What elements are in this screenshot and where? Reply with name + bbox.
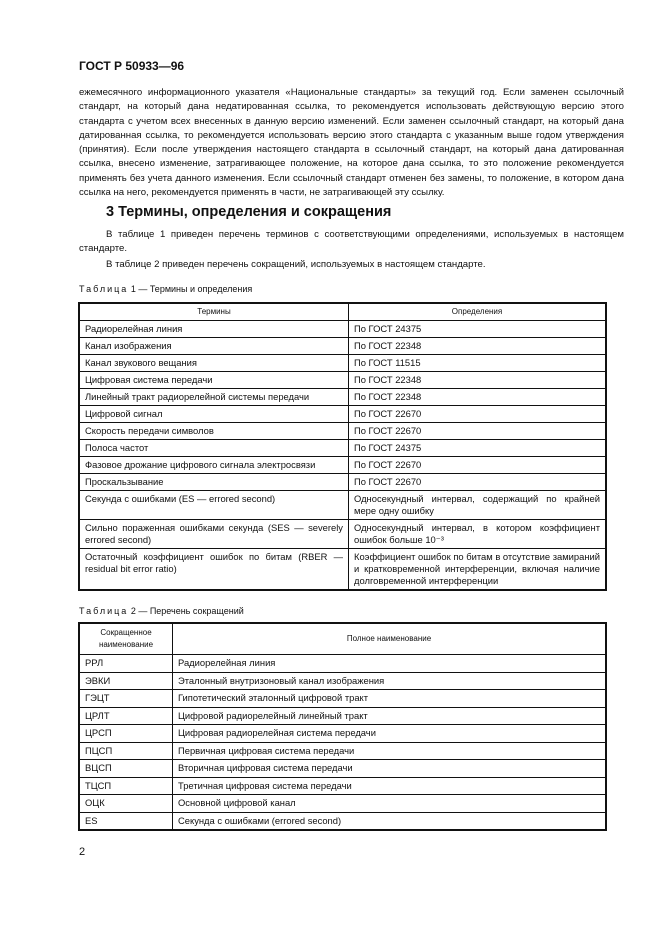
term-cell: ЭВКИ: [79, 672, 173, 690]
definition-cell: По ГОСТ 22348: [349, 372, 607, 389]
term-cell: Проскальзывание: [79, 474, 349, 491]
table-row: [79, 491, 606, 520]
term-cell: Цифровой сигнал: [79, 406, 349, 423]
section-paragraph-2: В таблице 2 приведен перечень сокращений, используемых в настоящем стандарте.: [106, 259, 486, 270]
term-cell: Секунда с ошибками (ES — errored second): [79, 491, 349, 520]
term-cell: ОЦК: [79, 795, 173, 813]
table-row: [79, 707, 606, 725]
definition-cell: По ГОСТ 11515: [349, 355, 607, 372]
definition-cell: По ГОСТ 24375: [349, 440, 607, 457]
definition-cell: По ГОСТ 22348: [349, 338, 607, 355]
table-row: [79, 655, 606, 673]
section-paragraph-1: В таблице 1 приведен перечень терминов с соответствующими определениями, используемых в настоящем стандарте.: [79, 229, 624, 255]
term-cell: ГЭЦТ: [79, 690, 173, 708]
table-row: [79, 338, 606, 355]
term-cell: ПЦСП: [79, 742, 173, 760]
term-cell: Радиорелейная линия: [79, 321, 349, 338]
term-cell: РРЛ: [79, 655, 173, 673]
term-cell: Линейный тракт радиорелейной системы передачи: [79, 389, 349, 406]
definition-cell: Односекундный интервал, в котором коэффициент ошибок больше 10⁻³: [349, 520, 607, 549]
table-row: [79, 321, 606, 338]
definition-cell: Третичная цифровая система передачи: [173, 777, 607, 795]
page-number: 2: [79, 846, 86, 858]
definition-cell: Радиорелейная линия: [173, 655, 607, 673]
table-row: [79, 520, 606, 549]
definition-cell: Основной цифровой канал: [173, 795, 607, 813]
term-cell: ES: [79, 812, 173, 830]
term-cell: Канал звукового вещания: [79, 355, 349, 372]
table1-caption: Таблица 1 — Термины и определения: [79, 284, 253, 294]
definition-cell: Вторичная цифровая система передачи: [173, 760, 607, 778]
table-row: [79, 742, 606, 760]
table-row: [79, 372, 606, 389]
definition-cell: Секунда с ошибками (errored second): [173, 812, 607, 830]
definition-cell: Односекундный интервал, содержащий по крайней мере одну ошибку: [349, 491, 607, 520]
table2-caption: Таблица 2 — Перечень сокращений: [79, 606, 244, 616]
abbreviations-table: [78, 622, 607, 831]
table-row: [79, 457, 606, 474]
table-row: [79, 440, 606, 457]
table-row: [79, 760, 606, 778]
term-cell: Цифровая система передачи: [79, 372, 349, 389]
table-row: [79, 672, 606, 690]
definition-cell: По ГОСТ 22670: [349, 423, 607, 440]
table-row: [79, 474, 606, 491]
term-cell: Канал изображения: [79, 338, 349, 355]
definition-cell: Цифровая радиорелейная система передачи: [173, 725, 607, 743]
definition-cell: По ГОСТ 22670: [349, 406, 607, 423]
term-cell: Остаточный коэффициент ошибок по битам (RBER — residual bit error ratio): [79, 549, 349, 591]
definition-cell: Эталонный внутризоновый канал изображения: [173, 672, 607, 690]
definition-cell: По ГОСТ 22348: [349, 389, 607, 406]
definition-cell: Первичная цифровая система передачи: [173, 742, 607, 760]
term-cell: ЦРЛТ: [79, 707, 173, 725]
section-title: 3 Термины, определения и сокращения: [106, 204, 392, 220]
definition-cell: Цифровой радиорелейный линейный тракт: [173, 707, 607, 725]
column-header: Определения: [349, 303, 607, 321]
table-row: [79, 812, 606, 830]
column-header: Термины: [79, 303, 349, 321]
terms-table: [78, 302, 607, 591]
column-header: Сокращенное наименование: [79, 623, 173, 655]
term-cell: Сильно пораженная ошибками секунда (SES — severely errored second): [79, 520, 349, 549]
table-row: [79, 389, 606, 406]
definition-cell: Гипотетический эталонный цифровой тракт: [173, 690, 607, 708]
term-cell: Полоса частот: [79, 440, 349, 457]
definition-cell: Коэффициент ошибок по битам в отсутствие замираний и кратковременной интерференции, включая наличие долговременной интерференции: [349, 549, 607, 591]
definition-cell: По ГОСТ 24375: [349, 321, 607, 338]
term-cell: ВЦСП: [79, 760, 173, 778]
document-header: ГОСТ Р 50933—96: [79, 59, 185, 73]
table-row: [79, 549, 606, 591]
column-header: Полное наименование: [173, 623, 607, 655]
table-row: [79, 690, 606, 708]
definition-cell: По ГОСТ 22670: [349, 457, 607, 474]
term-cell: ТЦСП: [79, 777, 173, 795]
table-row: [79, 355, 606, 372]
table-row: [79, 795, 606, 813]
term-cell: Скорость передачи символов: [79, 423, 349, 440]
table-row: [79, 406, 606, 423]
table-row: [79, 725, 606, 743]
term-cell: ЦРСП: [79, 725, 173, 743]
table-row: [79, 777, 606, 795]
intro-paragraph: ежемесячного информационного указателя «Национальные стандарты» за текущий год. Если заменен ссылочный стандарт, на который дана недатированная ссылка, то рекомендуется использовать действующую версию этого стандарта с учетом всех внесенных в данную версию изменений. Если заменен ссылочный стандарт, на который дана датированная ссылка, то рекомендуется использовать версию этого стандарта с указанным выше годом утверждения (принятия). Если после утверждения настоящего стандарта в ссылочный стандарт, на который дана датированная ссылка, внесено изменение, затрагивающее положение, на которое дана ссылка, то это положение рекомендуется применять без учета данного изменения. Если ссылочный стандарт отменен без замены, то положение, в котором дана ссылка на него, рекомендуется применять в части, не затрагивающей эту ссылку.: [79, 87, 624, 199]
definition-cell: По ГОСТ 22670: [349, 474, 607, 491]
table-row: [79, 423, 606, 440]
term-cell: Фазовое дрожание цифрового сигнала электросвязи: [79, 457, 349, 474]
